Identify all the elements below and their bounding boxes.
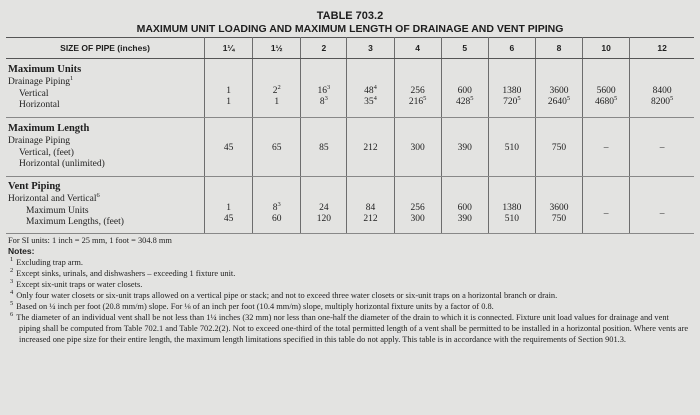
units-vertical-value: 1	[226, 86, 231, 96]
units-horizontal-value: $8^3$	[319, 94, 328, 107]
units-horizontal-value: 2640$^5$	[547, 94, 571, 107]
vent-cell	[630, 177, 694, 234]
units-section-row	[6, 59, 694, 118]
units-horizontal-value: $720^5$	[503, 94, 521, 107]
units-cell	[630, 59, 694, 118]
note-text: Except six-unit traps or water closets.	[16, 280, 143, 289]
units-cell	[583, 59, 630, 118]
length-cell: 65	[253, 118, 301, 177]
vent-length-value: 300	[410, 214, 425, 224]
units-vertical-value: $16^3$	[317, 83, 331, 96]
length-vertical-label: Vertical, (feet)	[19, 147, 74, 158]
table-number: TABLE 703.2	[316, 10, 384, 22]
length-cell: 212	[347, 118, 394, 177]
vent-cell	[488, 177, 535, 234]
units-cell	[441, 59, 488, 118]
units-section-label	[6, 59, 205, 118]
units-horizontal-value: 8200$^5$	[650, 94, 674, 107]
pipe-size-header: 1¼	[205, 38, 253, 59]
units-vertical-value: 3600	[549, 86, 569, 96]
note-number: 6	[10, 311, 14, 319]
vent-cell	[347, 177, 394, 234]
units-cell	[347, 59, 394, 118]
units-vertical-value: 256	[410, 86, 425, 96]
note-item	[8, 301, 692, 312]
vent-units-value: –	[659, 208, 665, 219]
vent-units-value: $8^3$	[272, 200, 281, 213]
vent-length-value: 120	[316, 214, 331, 224]
vent-section-row	[6, 177, 694, 234]
vent-length-value: 390	[457, 214, 472, 224]
units-vertical-value: 600	[457, 86, 472, 96]
pipe-size-header: 5	[441, 38, 488, 59]
vent-units-value: 1	[226, 203, 231, 213]
vent-length-value: 510	[504, 214, 519, 224]
units-vertical-label: Vertical	[19, 88, 49, 99]
length-section-row	[6, 118, 694, 177]
note-number: 3	[10, 278, 14, 286]
units-vertical-value: $2^2$	[272, 83, 281, 96]
length-cell: 45	[205, 118, 253, 177]
vent-length-value: 60	[272, 214, 282, 224]
vent-heading: Vent Piping	[8, 181, 61, 193]
pipe-size-header: 10	[583, 38, 630, 59]
units-vertical-value: 1380	[502, 86, 522, 96]
note-item	[8, 268, 692, 279]
units-cell	[253, 59, 301, 118]
note-item	[8, 290, 692, 301]
length-cell: 510	[488, 118, 535, 177]
units-horizontal-value: 1	[226, 97, 231, 107]
units-horizontal-value: $428^5$	[456, 94, 474, 107]
header-row	[6, 38, 694, 59]
vent-length-value: 212	[363, 214, 378, 224]
note-number: 5	[10, 300, 14, 308]
note-number: 2	[10, 267, 14, 275]
vent-units-value: 256	[410, 203, 425, 213]
note-text: Based on ¼ inch per foot (20.8 mm/m) slope. For ⅛ of an inch per foot (10.4 mm/m) slope, multiply horizontal fixture units by a factor of 0.8.	[16, 302, 494, 311]
units-horizontal-label: Horizontal	[19, 100, 60, 111]
length-horizontal-label: Horizontal (unlimited)	[19, 159, 105, 170]
note-item	[8, 312, 692, 345]
vent-length-value: 45	[223, 214, 234, 224]
length-cell: –	[630, 118, 694, 177]
units-vertical-value: 8400	[652, 86, 672, 96]
vent-lengths-label: Maximum Lengths, (feet)	[26, 217, 124, 228]
vent-units-value: 3600	[549, 203, 569, 213]
vent-units-value: 1380	[502, 203, 522, 213]
pipe-sizing-table	[6, 37, 694, 234]
vent-cell	[253, 177, 301, 234]
length-subheading: Drainage Piping	[8, 135, 71, 146]
units-horizontal-value: 4680$^5$	[595, 94, 618, 107]
length-cell: –	[583, 118, 630, 177]
units-horizontal-value: 1	[274, 97, 280, 107]
vent-length-value: 750	[551, 214, 567, 224]
units-horizontal-value: $216^5$	[408, 94, 427, 107]
pipe-size-header: 2	[301, 38, 347, 59]
units-cell	[488, 59, 535, 118]
length-heading: Maximum Length	[8, 123, 90, 135]
vent-cell	[535, 177, 582, 234]
notes-heading: Notes:	[8, 246, 35, 256]
units-cell	[394, 59, 441, 118]
length-cell: 390	[441, 118, 488, 177]
note-text: Only four water closets or six-unit traps allowed on a vertical pipe or stack; and not to exceed three water closets or six-unit traps on a horizontal branch or drain.	[16, 291, 558, 300]
si-units-note: For SI units: 1 inch = 25 mm, 1 foot = 304.8 mm	[8, 236, 172, 245]
pipe-size-header: 1½	[253, 38, 301, 59]
units-horizontal-value: $35^4$	[364, 94, 377, 107]
vent-units-value: 600	[457, 203, 472, 213]
note-text: Except sinks, urinals, and dishwashers – exceeding 1 fixture unit.	[16, 269, 236, 278]
pipe-size-header: 12	[630, 38, 694, 59]
units-cell	[535, 59, 582, 118]
units-subheading: Drainage Piping$^1$	[8, 74, 74, 87]
table-title: MAXIMUM UNIT LOADING AND MAXIMUM LENGTH OF DRAINAGE AND VENT PIPING	[136, 23, 564, 35]
pipe-size-header: 4	[394, 38, 441, 59]
table-notes	[8, 235, 692, 345]
vent-cell	[583, 177, 630, 234]
vent-cell	[394, 177, 441, 234]
size-header-label: SIZE OF PIPE (inches)	[6, 38, 205, 59]
pipe-size-header: 8	[535, 38, 582, 59]
vent-subheading: Horizontal and Vertical$^6$	[8, 191, 100, 204]
note-text: The diameter of an individual vent shall be not less than 1¼ inches (32 mm) nor less than one-half the diameter of the drain to which it is connected. Fixture unit load values for drainage and vent piping shall be computed from Table 702.1 and Table 702.2(2). Not to exceed one-third of the total permitted length of a vent shall be permitted to be installed in a horizontal position. Where vents are increased one pipe size for their entire length, the maximum length limitations specified in this table do not apply. This table is in accordance with the requirements of Section 901.3.	[16, 313, 689, 344]
vent-cell	[441, 177, 488, 234]
units-vertical-value: 5600	[596, 86, 616, 96]
note-item	[8, 257, 692, 268]
vent-cell	[205, 177, 253, 234]
length-cell: 300	[394, 118, 441, 177]
note-text: Excluding trap arm.	[16, 258, 83, 267]
note-item	[8, 279, 692, 290]
length-section-label	[6, 118, 205, 177]
length-cell: 750	[535, 118, 582, 177]
vent-units-value: 84	[365, 203, 376, 213]
vent-cell	[301, 177, 347, 234]
pipe-size-header: 3	[347, 38, 394, 59]
vent-units-label: Maximum Units	[26, 205, 89, 216]
units-vertical-value: $48^4$	[364, 83, 377, 96]
units-cell	[205, 59, 253, 118]
units-heading: Maximum Units	[8, 64, 82, 76]
pipe-size-header: 6	[488, 38, 535, 59]
note-number: 1	[10, 256, 14, 264]
units-cell	[301, 59, 347, 118]
vent-section-label	[6, 177, 205, 234]
length-cell: 85	[301, 118, 347, 177]
note-list	[8, 257, 692, 345]
vent-units-value: –	[603, 208, 609, 219]
vent-units-value: 24	[319, 203, 329, 213]
note-number: 4	[10, 289, 14, 297]
